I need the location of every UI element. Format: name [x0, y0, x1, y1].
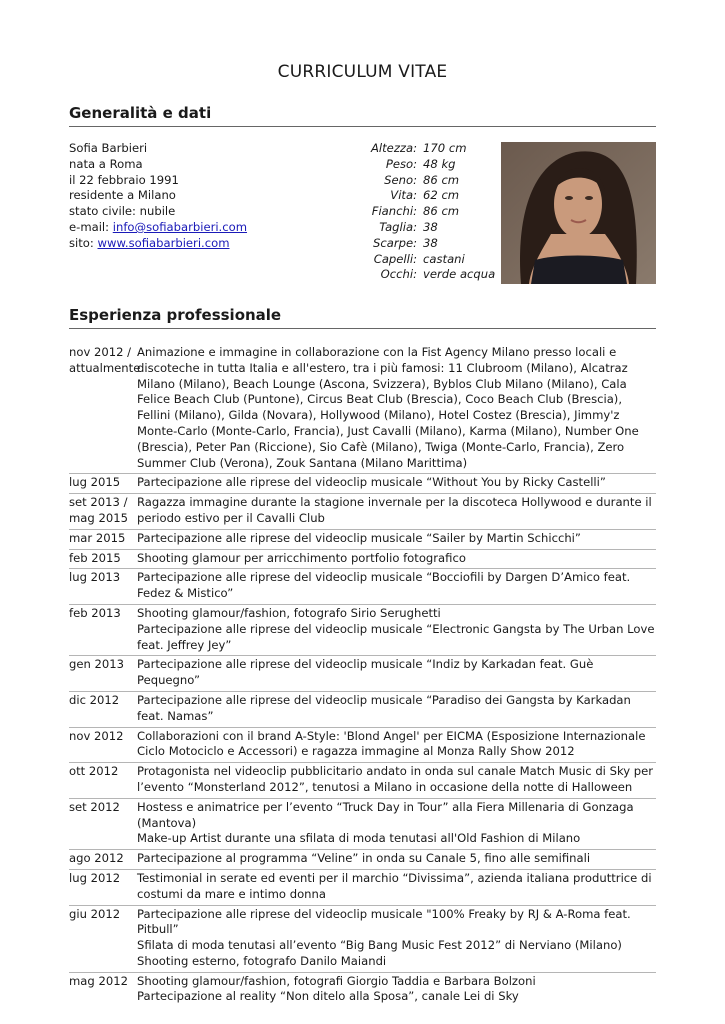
experience-date: mag 2012: [69, 973, 128, 988]
birthplace: nata a Roma: [69, 156, 143, 171]
experience-date: nov 2012 / attualmente: [69, 345, 141, 375]
experience-description: [137, 345, 656, 471]
experience-line: Partecipazione alle riprese del videoclip musicale "100% Freaky by RJ & A-Roma feat. Pitbull”: [137, 906, 631, 937]
experience-description: [137, 851, 656, 867]
experience-row: [69, 569, 656, 605]
experience-line: Collaborazioni con il brand A-Style: 'Blond Angel' per EICMA (Esposizione Internazionale Ciclo Motociclo e Accessori) e ragazza immagine al Monza Rally Show 2012: [137, 728, 646, 759]
section-title-experience: Esperienza professionale: [69, 306, 282, 324]
experience-row: [69, 605, 656, 656]
measurement-value: 86 cm: [423, 204, 460, 219]
experience-row: [69, 656, 656, 692]
experience-row: [69, 474, 656, 494]
site-link[interactable]: www.sofiabarbieri.com: [97, 235, 230, 250]
experience-row: [69, 973, 656, 1008]
experience-description: [137, 907, 656, 970]
measurement-row: [340, 236, 495, 252]
experience-line: Sfilata di moda tenutasi all’evento “Big Bang Music Fest 2012” di Nerviano (Milano): [137, 938, 622, 953]
experience-date: giu 2012: [69, 906, 121, 921]
experience-line: Shooting esterno, fotografo Danilo Maiandi: [137, 953, 387, 968]
experience-line: Partecipazione alle riprese del videoclip musicale “Without You by Ricky Castelli”: [137, 475, 606, 490]
measurement-row: [340, 252, 495, 268]
section-divider: [69, 126, 656, 127]
experience-date: mar 2015: [69, 530, 126, 545]
measurement-row: [340, 188, 495, 204]
measurement-value: verde acqua: [423, 267, 496, 282]
measurement-label: Vita:: [390, 188, 417, 203]
experience-line: Partecipazione alle riprese del videoclip musicale “Paradiso dei Gangsta by Karkadan feat. Namas”: [137, 692, 631, 723]
measurement-label: Taglia:: [379, 219, 417, 234]
measurements-list: [340, 141, 495, 283]
experience-row: [69, 344, 656, 474]
experience-line: Partecipazione al reality “Non ditelo alla Sposa”, canale Lei di Sky: [137, 989, 519, 1004]
measurement-label: Capelli:: [373, 251, 417, 266]
experience-row: [69, 870, 656, 906]
experience-description: [137, 606, 656, 653]
experience-description: [137, 475, 656, 491]
experience-line: Make-up Artist durante una sfilata di moda tenutasi all'Old Fashion di Milano: [137, 831, 581, 846]
measurement-value: 170 cm: [423, 141, 467, 155]
experience-date: lug 2013: [69, 570, 121, 585]
experience-line: Partecipazione al programma “Veline” in onda su Canale 5, fino alle semifinali: [137, 851, 591, 866]
experience-date: lug 2012: [69, 870, 121, 885]
experience-description: [137, 693, 656, 725]
experience-row: [69, 692, 656, 728]
document-title: CURRICULUM VITAE: [277, 62, 448, 82]
experience-date: lug 2015: [69, 475, 121, 490]
measurement-value: 86 cm: [423, 172, 460, 187]
measurement-row: [340, 220, 495, 236]
experience-line: Hostess e animatrice per l’evento “Truck Day in Tour” alla Fiera Millenaria di Gonzaga (Mantova): [137, 799, 634, 830]
person-name: Sofia Barbieri: [69, 141, 148, 155]
experience-line: Partecipazione alle riprese del videoclip musicale “Indiz by Karkadan feat. Guè Pequegno”: [137, 657, 594, 688]
measurement-row: [340, 173, 495, 189]
experience-row: [69, 530, 656, 550]
measurement-row: [340, 267, 495, 283]
experience-description: [137, 551, 656, 567]
section-title-personal: Generalità e dati: [69, 104, 212, 122]
site-label: sito:: [69, 235, 98, 250]
experience-date: set 2013 / mag 2015: [69, 495, 128, 525]
measurement-label: Scarpe:: [372, 235, 417, 250]
measurement-value: 38: [423, 219, 438, 234]
measurement-value: castani: [423, 251, 465, 266]
experience-row: [69, 550, 656, 570]
experience-description: [137, 657, 656, 689]
profile-photo: [501, 142, 656, 284]
experience-date: ago 2012: [69, 851, 124, 866]
experience-date: gen 2013: [69, 657, 125, 672]
personal-info: [69, 141, 247, 252]
experience-line: Protagonista nel videoclip pubblicitario andato in onda sul canale Match Music di Sky per l’evento “Monsterland 2012”, tenutosi a Milano in occasione della notte di Halloween: [137, 764, 654, 794]
email-link[interactable]: info@sofiabarbieri.com: [112, 219, 248, 234]
experience-date: feb 2015: [69, 550, 121, 565]
measurement-label: Altezza:: [370, 141, 417, 155]
experience-row: [69, 799, 656, 850]
experience-description: [137, 871, 656, 903]
birthdate: il 22 febbraio 1991: [69, 172, 179, 187]
measurement-label: Seno:: [384, 172, 417, 187]
measurement-label: Fianchi:: [371, 204, 417, 219]
experience-description: [137, 495, 656, 527]
experience-date: feb 2013: [69, 605, 121, 620]
experience-description: [137, 570, 656, 602]
measurement-row: [340, 157, 495, 173]
experience-description: [137, 764, 656, 796]
measurement-value: 38: [423, 235, 438, 250]
experience-row: [69, 494, 656, 530]
experience-description: [137, 800, 656, 847]
measurement-value: 62 cm: [423, 188, 460, 203]
section-divider: [69, 328, 656, 329]
experience-line: Partecipazione alle riprese del videoclip musicale “Electronic Gangsta by The Urban Love feat. Jeffrey Jey”: [137, 621, 655, 652]
experience-line: Partecipazione alle riprese del videoclip musicale “Sailer by Martin Schicchi”: [137, 530, 581, 545]
experience-date: nov 2012: [69, 728, 124, 743]
experience-line: Ragazza immagine durante la stagione invernale per la discoteca Hollywood e durante il periodo estivo per il Cavalli Club: [137, 495, 652, 525]
measurement-label: Occhi:: [380, 267, 417, 282]
experience-row: [69, 763, 656, 799]
experience-description: [137, 974, 656, 1006]
measurement-row: [340, 141, 495, 157]
experience-line: Shooting glamour per arricchimento portfolio fotografico: [137, 550, 466, 565]
civil-status: stato civile: nubile: [69, 204, 176, 219]
experience-line: Testimonial in serate ed eventi per il marchio “Divissima”, azienda italiana produttrice di costumi da mare e intimo donna: [137, 870, 652, 901]
measurement-label: Peso:: [385, 156, 417, 171]
experience-line: Animazione e immagine in collaborazione con la Fist Agency Milano presso locali e discoteche in tutta Italia e all'estero, tra i più famosi: 11 Clubroom (Milano), Alcatraz Milano (Milano), Beach Lounge (Ascona, Svizzera), Byblos Club Milano (Milano), Cala Felice Beach Club (Puntone), Circus Beat Club (Brescia), Coco Beach Club (Brescia), Fellini (Milano), Gilda (Novara), Hollywood (Milano), Hotel Costez (Brescia), Jimmy'z Monte-Carlo (Monte-Carlo, Francia), Just Cavalli (Milano), Karma (Milano), Number One (Brescia), Peter Pan (Riccione), Sio Cafè (Milano), Twiga (Monte-Carlo, Francia), Zero Summer Club (Verona), Zouk Santana (Milano Marittima): [137, 345, 639, 470]
email-label: e-mail:: [69, 219, 113, 234]
site-row: [69, 236, 247, 252]
experience-description: [137, 729, 656, 761]
experience-line: Shooting glamour/fashion, fotografi Giorgio Taddia e Barbara Bolzoni: [137, 973, 536, 988]
experience-row: [69, 906, 656, 973]
experience-line: Partecipazione alle riprese del videoclip musicale “Bocciofili by Dargen D’Amico feat. Fedez & Mistico”: [137, 570, 631, 601]
residence: residente a Milano: [69, 188, 176, 203]
experience-line: Shooting glamour/fashion, fotografo Sirio Serughetti: [137, 605, 441, 620]
experience-date: dic 2012: [69, 692, 120, 707]
experience-row: [69, 728, 656, 764]
measurement-row: [340, 204, 495, 220]
email-row: [69, 220, 247, 236]
experience-date: ott 2012: [69, 764, 119, 779]
experience-row: [69, 850, 656, 870]
experience-description: [137, 531, 656, 547]
experience-date: set 2012: [69, 799, 120, 814]
experience-list: [69, 344, 656, 1007]
measurement-value: 48 kg: [423, 156, 456, 171]
